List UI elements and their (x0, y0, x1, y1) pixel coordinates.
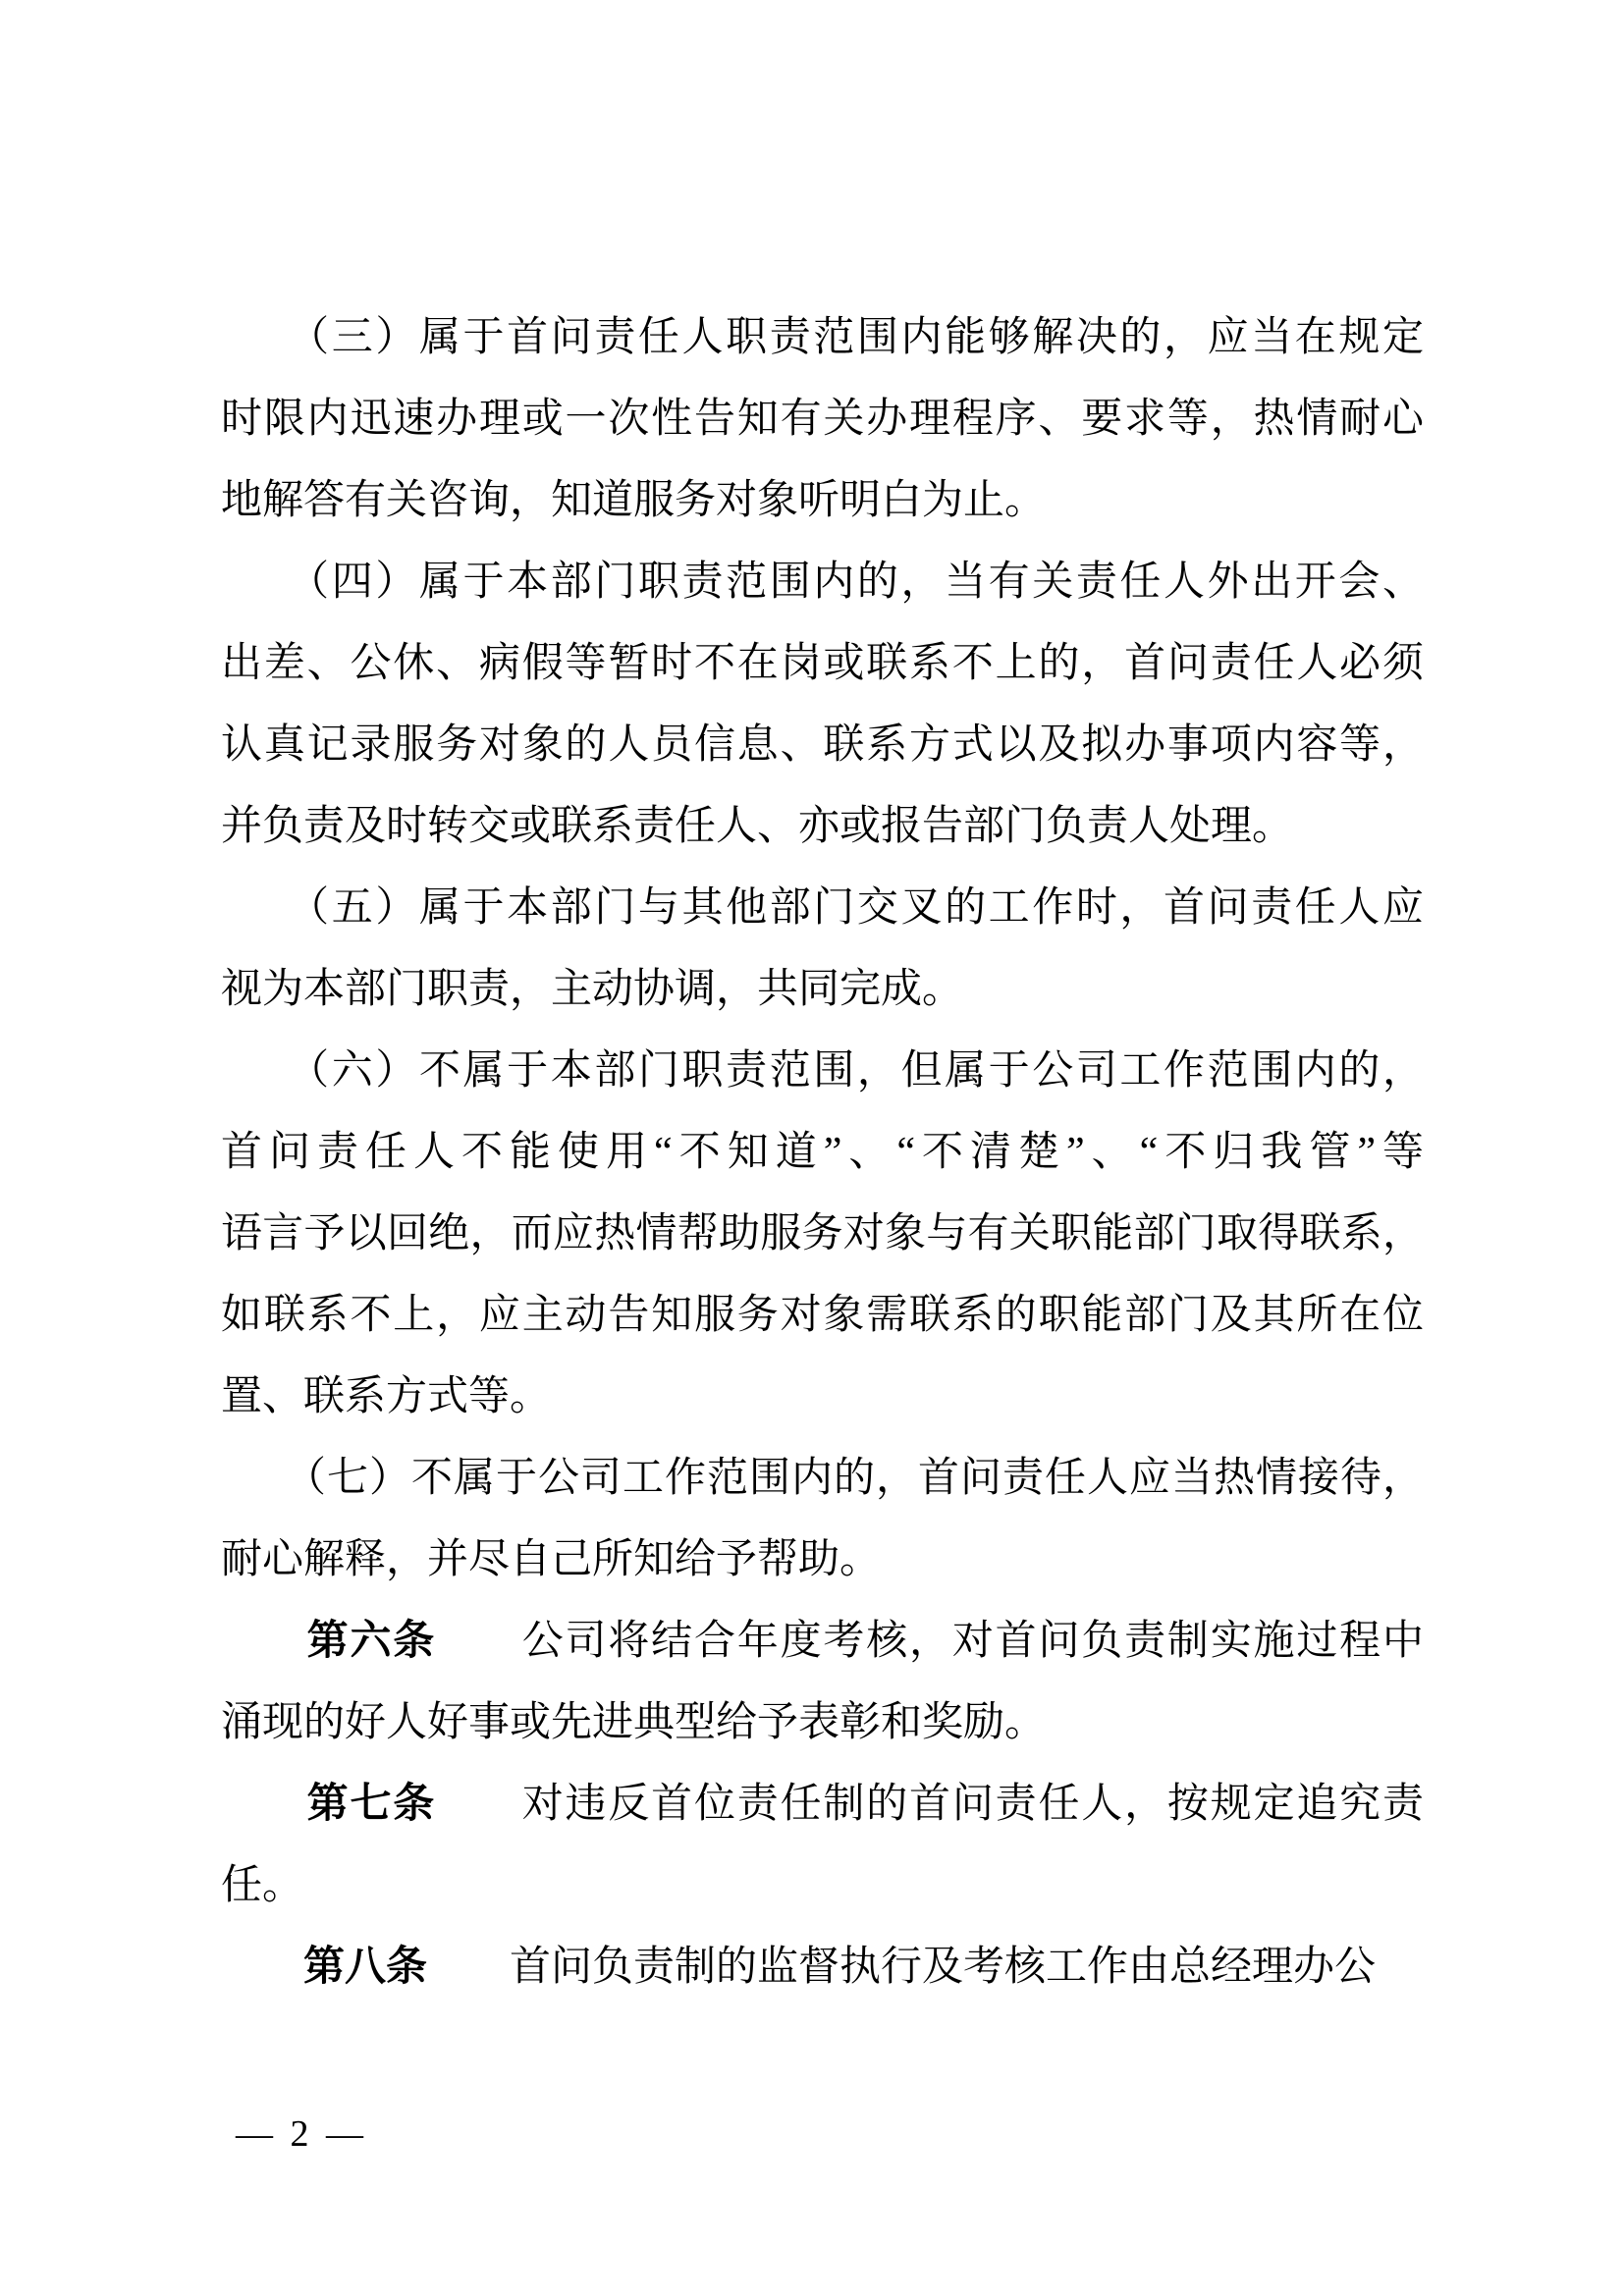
text-segment: 首问责任人不能使用“不知道”、“不清楚”、“不归我管”等 (221, 1130, 1424, 1175)
text-line (221, 460, 1424, 542)
text-segment: 时限内迅速办理或一次性告知有关办理程序、要求等，热情耐心 (221, 397, 1424, 442)
text-line (221, 1112, 1424, 1194)
text-line (221, 1194, 1424, 1275)
text-segment: （五）属于本部门与其他部门交叉的工作时，首问责任人应 (221, 885, 1424, 931)
text-segment (221, 1619, 307, 1664)
text-segment: （四）属于本部门职责范围内的，当有关责任人外出开会、 (221, 560, 1424, 605)
text-segment: 任。 (221, 1863, 304, 1908)
text-line (221, 542, 1424, 623)
text-line (221, 623, 1424, 705)
text-segment: 出差、公休、病假等暂时不在岗或联系不上的，首问责任人必须 (221, 641, 1424, 686)
text-line (221, 1682, 1424, 1764)
text-line (221, 949, 1424, 1031)
text-segment: （七）不属于公司工作范围内的，首问责任人应当热情接待， (221, 1456, 1424, 1501)
text-segment: 置、联系方式等。 (221, 1374, 552, 1419)
text-segment: 对违反首位责任制的首问责任人，按规定追究责 (436, 1782, 1424, 1827)
text-line (221, 1357, 1424, 1438)
text-segment: 公司将结合年度考核，对首问负责制实施过程中 (436, 1619, 1424, 1664)
text-segment: 首问负责制的监督执行及考核工作由总经理办公 (427, 1945, 1377, 1990)
text-line (221, 1764, 1424, 1845)
text-segment: 如联系不上，应主动告知服务对象需联系的职能部门及其所在位 (221, 1293, 1424, 1338)
text-line (221, 1601, 1424, 1682)
text-line (221, 379, 1424, 460)
text-segment: 语言予以回绝，而应热情帮助服务对象与有关职能部门取得联系， (221, 1211, 1424, 1256)
article-number-term: 第七条 (306, 1782, 437, 1827)
text-line (221, 705, 1424, 786)
text-line (221, 297, 1424, 379)
text-line (221, 786, 1424, 868)
text-segment: 耐心解释，并尽自己所知给予帮助。 (221, 1537, 882, 1582)
text-line (221, 868, 1424, 949)
text-line (221, 1031, 1424, 1112)
page-number: — 2 — (236, 2113, 367, 2155)
text-line (221, 1275, 1424, 1357)
text-line (221, 1438, 1424, 1520)
text-segment (221, 1945, 303, 1990)
text-segment: 涌现的好人好事或先进典型给予表彰和奖励。 (221, 1700, 1047, 1745)
text-segment (221, 1782, 307, 1827)
text-segment: 认真记录服务对象的人员信息、联系方式以及拟办事项内容等， (221, 722, 1424, 768)
text-segment: 地解答有关咨询，知道服务对象听明白为止。 (221, 478, 1047, 523)
article-number-term: 第八条 (303, 1945, 428, 1990)
text-segment: （六）不属于本部门职责范围，但属于公司工作范围内的， (221, 1048, 1424, 1094)
text-line (221, 1845, 1424, 1927)
document-body (221, 297, 1424, 2008)
text-segment: 并负责及时转交或联系责任人、亦或报告部门负责人处理。 (221, 804, 1294, 849)
text-segment: （三）属于首问责任人职责范围内能够解决的，应当在规定 (221, 315, 1424, 360)
text-line (221, 1520, 1424, 1601)
text-segment: 视为本部门职责，主动协调，共同完成。 (221, 967, 964, 1012)
article-number-term: 第六条 (306, 1619, 437, 1664)
text-line (221, 1927, 1424, 2008)
